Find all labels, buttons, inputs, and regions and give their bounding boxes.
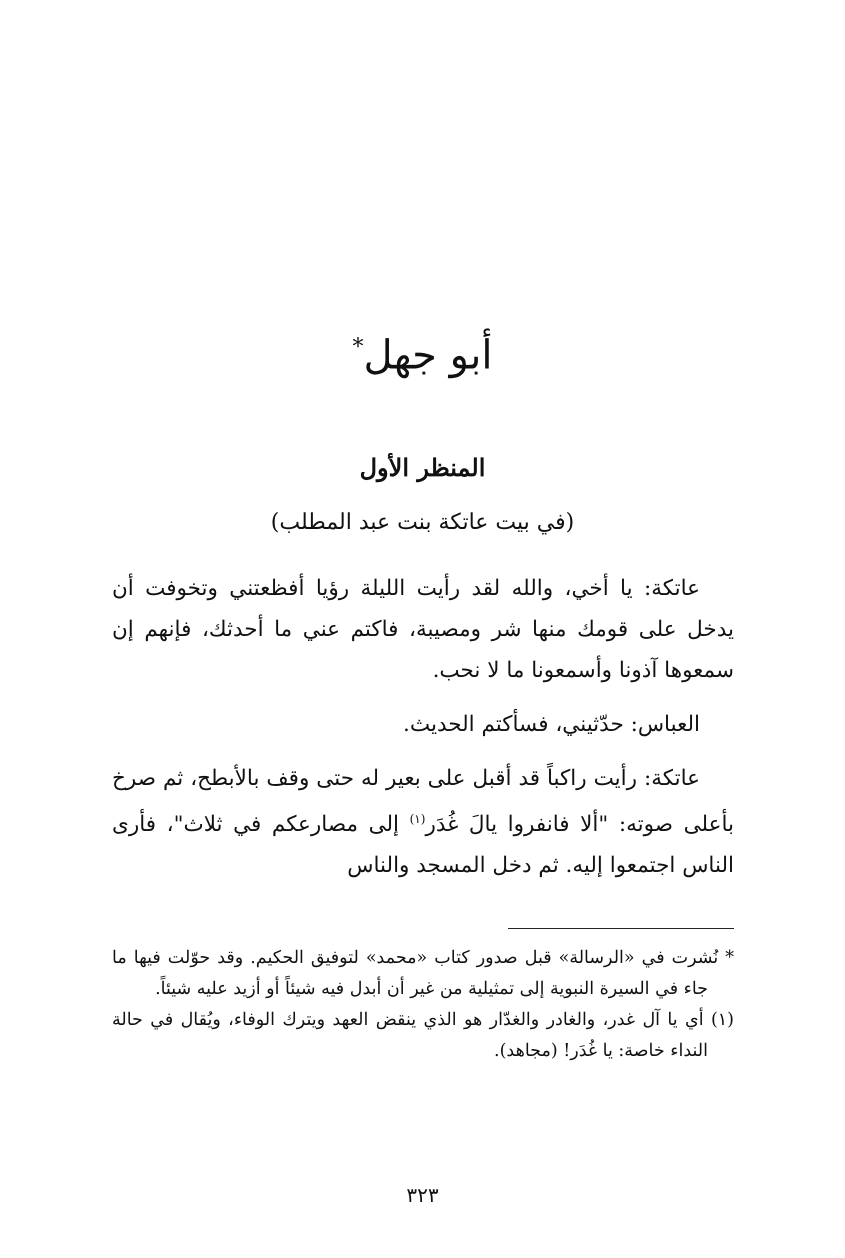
footnote-publication: * نُشرت في «الرسالة» قبل صدور كتاب «محمد» لتوفيق الحكيم. وقد حوّلت فيها ما جاء في السيرة النبوية إلى تمثيلية من غير أن أبدل فيه شيئاً أو أزيد عليه شيئاً.	[112, 948, 734, 999]
footnote-1: (١) أي يا آل غدر، والغادر والغدّار هو الذي ينقض العهد ويترك الوفاء، ويُقال في حالة النداء خاصة: يا غُدَر! (مجاهد).	[112, 1010, 734, 1061]
footnote-ref-1: (١)	[409, 812, 426, 826]
paragraph-atika-2-before: عاتكة: رأيت راكباً قد أقبل على بعير له حتى وقف بالأبطح، ثم صرخ بأعلى صوته: "ألا فانفروا يالَ غُدَر	[112, 766, 734, 838]
chapter-title	[0, 318, 845, 385]
paragraph-atika-2-after: إلى مصارعكم في ثلاث"، فأرى الناس اجتمعوا إليه. ثم دخل المسجد والناس	[112, 812, 734, 879]
paragraph-abbas: العباس: حدّثيني، فسأكتم الحديث.	[403, 712, 700, 737]
page-number: ٣٢٣	[406, 1183, 439, 1207]
chapter-title-footnote-mark: *	[352, 335, 364, 360]
paragraph-atika-2	[112, 758, 734, 886]
main-text	[112, 568, 734, 899]
paragraph-atika-1: عاتكة: يا أخي، والله لقد رأيت الليلة رؤيا أفظعتني وتخوفت أن يدخل على قومك منها شر ومصيبة، فاكتم عني ما أحدثك، فإنهم إن سمعوها آذونا وأسمعونا ما لا نحب.	[112, 576, 734, 683]
footnote-divider	[508, 928, 734, 929]
footnotes	[112, 943, 734, 1067]
scene-place: (في بيت عاتكة بنت عبد المطلب)	[270, 510, 575, 535]
scene-heading: المنظر الأول	[359, 453, 486, 482]
chapter-title-text: أبو جهل	[363, 332, 493, 379]
